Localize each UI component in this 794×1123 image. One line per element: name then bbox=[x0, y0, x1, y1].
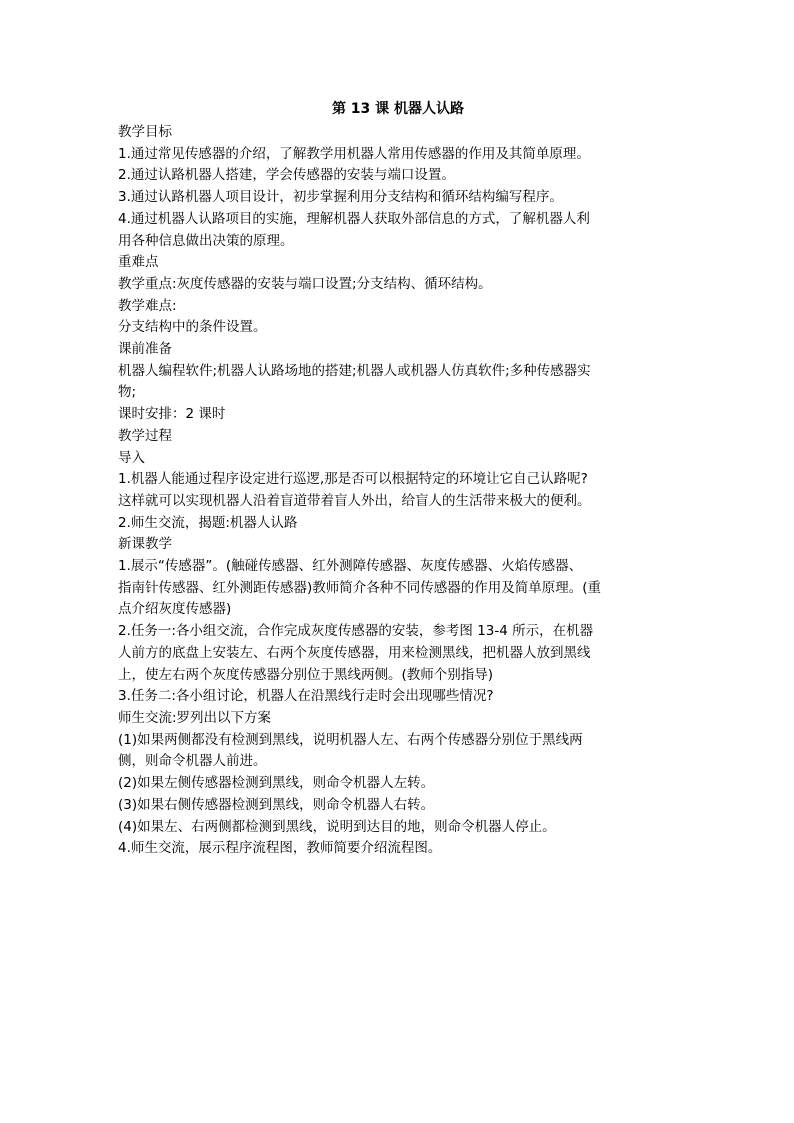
difficult-point-label: 教学难点: bbox=[118, 297, 177, 314]
case-1-line-1: (1)如果两侧都没有检测到黑线，说明机器人左、右两个传感器分别位于黑线两 bbox=[118, 731, 583, 748]
objective-3: 3.通过认路机器人项目设计，初步掌握利用分支结构和循环结构编写程序。 bbox=[118, 189, 563, 206]
lesson-content bbox=[118, 122, 678, 860]
step-2-line-3: 上，使左右两个灰度传感器分别位于黑线两侧。(教师个别指导) bbox=[118, 666, 494, 683]
case-3: (3)如果右侧传感器检测到黑线，则命令机器人右转。 bbox=[118, 796, 435, 813]
step-2-line-2: 人前方的底盘上安装左、右两个灰度传感器，用来检测黑线，把机器人放到黑线 bbox=[118, 644, 591, 661]
case-4: (4)如果左、右两侧都检测到黑线，说明到达目的地，则命令机器人停止。 bbox=[118, 818, 556, 835]
subheading-new-lesson: 新课教学 bbox=[118, 536, 172, 553]
objective-4-line-1: 4.通过机器人认路项目的实施，理解机器人获取外部信息的方式，了解机器人利 bbox=[118, 210, 590, 227]
step-1-line-1: 1.展示“传感器”。(触碰传感器、红外测障传感器、灰度传感器、火焰传感器、 bbox=[118, 558, 583, 575]
difficult-point: 分支结构中的条件设置。 bbox=[118, 319, 267, 336]
intro-1-line-2: 这样就可以实现机器人沿着盲道带着盲人外出，给盲人的生活带来极大的便利。 bbox=[118, 492, 591, 509]
schedule: 课时安排：2 课时 bbox=[118, 406, 226, 423]
key-point: 教学重点:灰度传感器的安装与端口设置;分支结构、循环结构。 bbox=[118, 275, 492, 292]
discussion-label: 师生交流:罗列出以下方案 bbox=[118, 709, 272, 726]
section-heading-objectives: 教学目标 bbox=[118, 124, 172, 140]
objective-1: 1.通过常见传感器的介绍，了解教学用机器人常用传感器的作用及其简单原理。 bbox=[118, 145, 590, 162]
case-1-line-2: 侧，则命令机器人前进。 bbox=[118, 753, 267, 770]
document-body bbox=[118, 96, 678, 860]
intro-1-line-1: 1.机器人能通过程序设定进行巡逻,那是否可以根据特定的环境让它自己认路呢? bbox=[118, 471, 588, 488]
intro-2: 2.师生交流，揭题:机器人认路 bbox=[118, 514, 298, 531]
objective-2: 2.通过认路机器人搭建，学会传感器的安装与端口设置。 bbox=[118, 167, 455, 184]
section-heading-preparation: 课前准备 bbox=[118, 341, 172, 358]
step-4: 4.师生交流，展示程序流程图，教师简要介绍流程图。 bbox=[118, 840, 442, 857]
preparation-line-2: 物; bbox=[118, 384, 137, 401]
lesson-title: 第 13 课 机器人认路 bbox=[331, 101, 465, 117]
section-heading-key-points: 重难点 bbox=[118, 254, 159, 271]
step-1-line-2: 指南针传感器、红外测距传感器)教师简介各种不同传感器的作用及简单原理。(重 bbox=[118, 579, 602, 596]
preparation-line-1: 机器人编程软件;机器人认路场地的搭建;机器人或机器人仿真软件;多种传感器实 bbox=[118, 362, 591, 379]
step-1-line-3: 点介绍灰度传感器) bbox=[118, 601, 232, 618]
case-2: (2)如果左侧传感器检测到黑线，则命令机器人左转。 bbox=[118, 775, 435, 792]
step-2-line-1: 2.任务一:各小组交流，合作完成灰度传感器的安装，参考图 13-4 所示，在机器 bbox=[118, 623, 594, 640]
subheading-intro: 导入 bbox=[118, 449, 145, 466]
objective-4-line-2: 用各种信息做出决策的原理。 bbox=[118, 232, 294, 249]
section-heading-process: 教学过程 bbox=[118, 427, 172, 444]
step-3: 3.任务二:各小组讨论，机器人在沿黑线行走时会出现哪些情况? bbox=[118, 688, 494, 705]
